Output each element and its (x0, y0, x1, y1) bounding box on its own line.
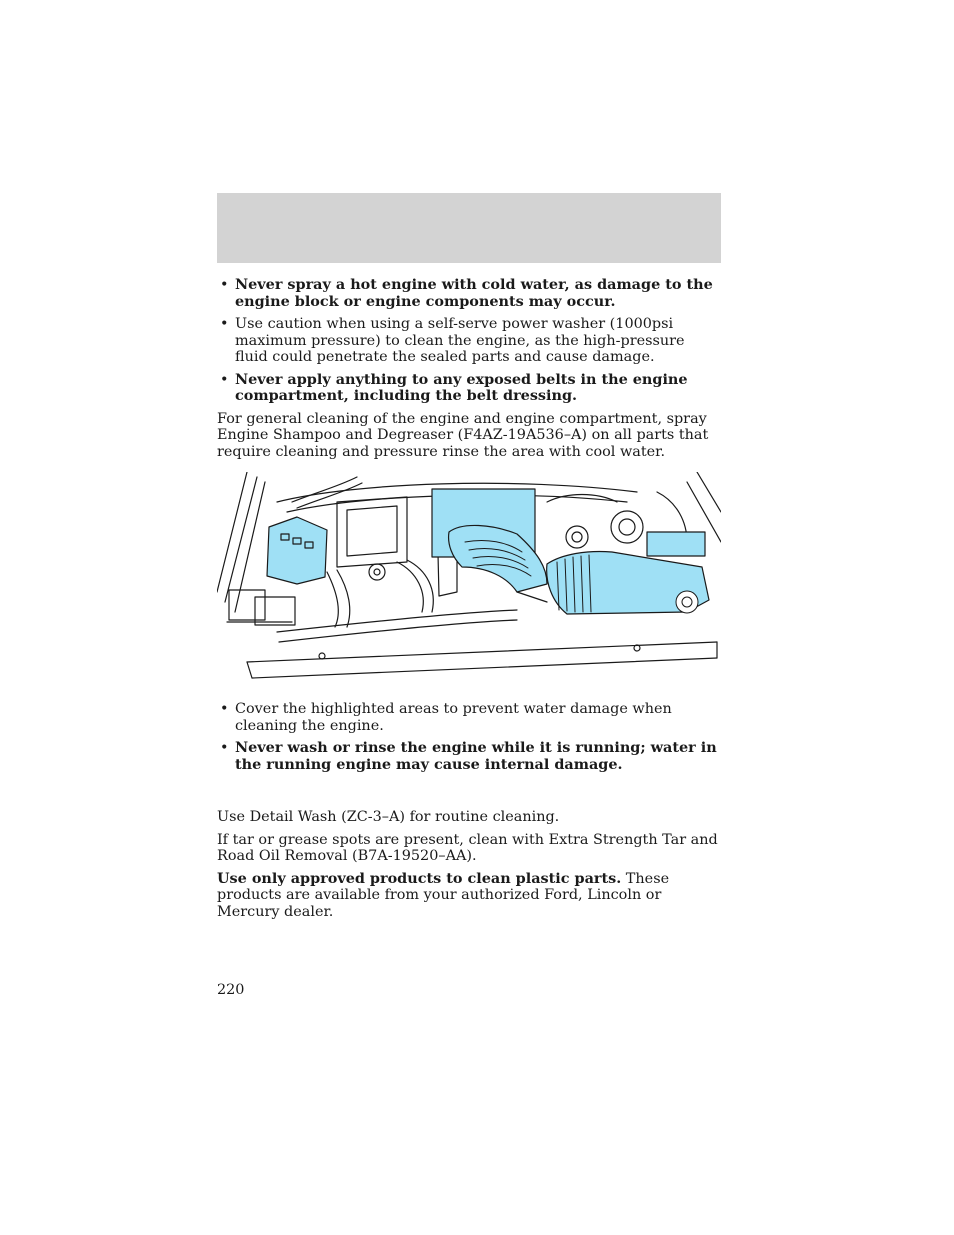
list-item (217, 701, 721, 734)
engine-compartment-illustration (217, 472, 721, 687)
warning-hot-engine: Never spray a hot engine with cold water, as damage to the engine block or engine components may occur. (235, 276, 713, 310)
bullet-glyph: • (220, 371, 229, 388)
list-item (217, 277, 721, 310)
precaution-list (217, 277, 721, 405)
bullet-glyph: • (220, 701, 229, 717)
page-content (217, 277, 721, 926)
general-cleaning-paragraph: For general cleaning of the engine and engine compartment, spray Engine Shampoo and Degreaser (F4AZ-19A536–A) on all parts that require cleaning and pressure rinse the area with cool water. (217, 410, 709, 460)
cleaning-notes-list (217, 701, 721, 773)
plastic-parts-text: These products are available from your authorized Ford, Lincoln or Mercury dealer. (217, 870, 670, 920)
cover-highlighted-note: Cover the highlighted areas to prevent water damage when cleaning the engine. (235, 701, 672, 734)
section-header-band (217, 193, 721, 263)
list-item (217, 316, 721, 366)
warning-belts: Never apply anything to any exposed belts in the engine compartment, including the belt dressing. (235, 370, 688, 404)
page-number: 220 (217, 982, 245, 998)
plastic-parts-paragraph (217, 871, 721, 921)
plastic-parts-emphasis: Use only approved products to clean plastic parts. (217, 869, 622, 887)
tar-grease-paragraph: If tar or grease spots are present, clean with Extra Strength Tar and Road Oil Removal (B7A-19520–AA). (217, 831, 718, 864)
warning-running-engine: Never wash or rinse the engine while it is running; water in the running engine may cause internal damage. (235, 739, 717, 773)
bullet-glyph: • (220, 316, 229, 332)
bullet-glyph: • (220, 277, 229, 293)
bullet-glyph: • (220, 740, 229, 756)
list-item (217, 740, 721, 773)
list-item (217, 372, 721, 405)
section-gap (217, 779, 721, 809)
detail-wash-paragraph: Use Detail Wash (ZC-3–A) for routine cleaning. (217, 809, 560, 825)
engine-diagram (217, 472, 721, 687)
caution-power-washer: Use caution when using a self-serve power washer (1000psi maximum pressure) to clean the engine, as the high-pressure fluid could penetrate the sealed parts and cause damage. (235, 316, 685, 365)
